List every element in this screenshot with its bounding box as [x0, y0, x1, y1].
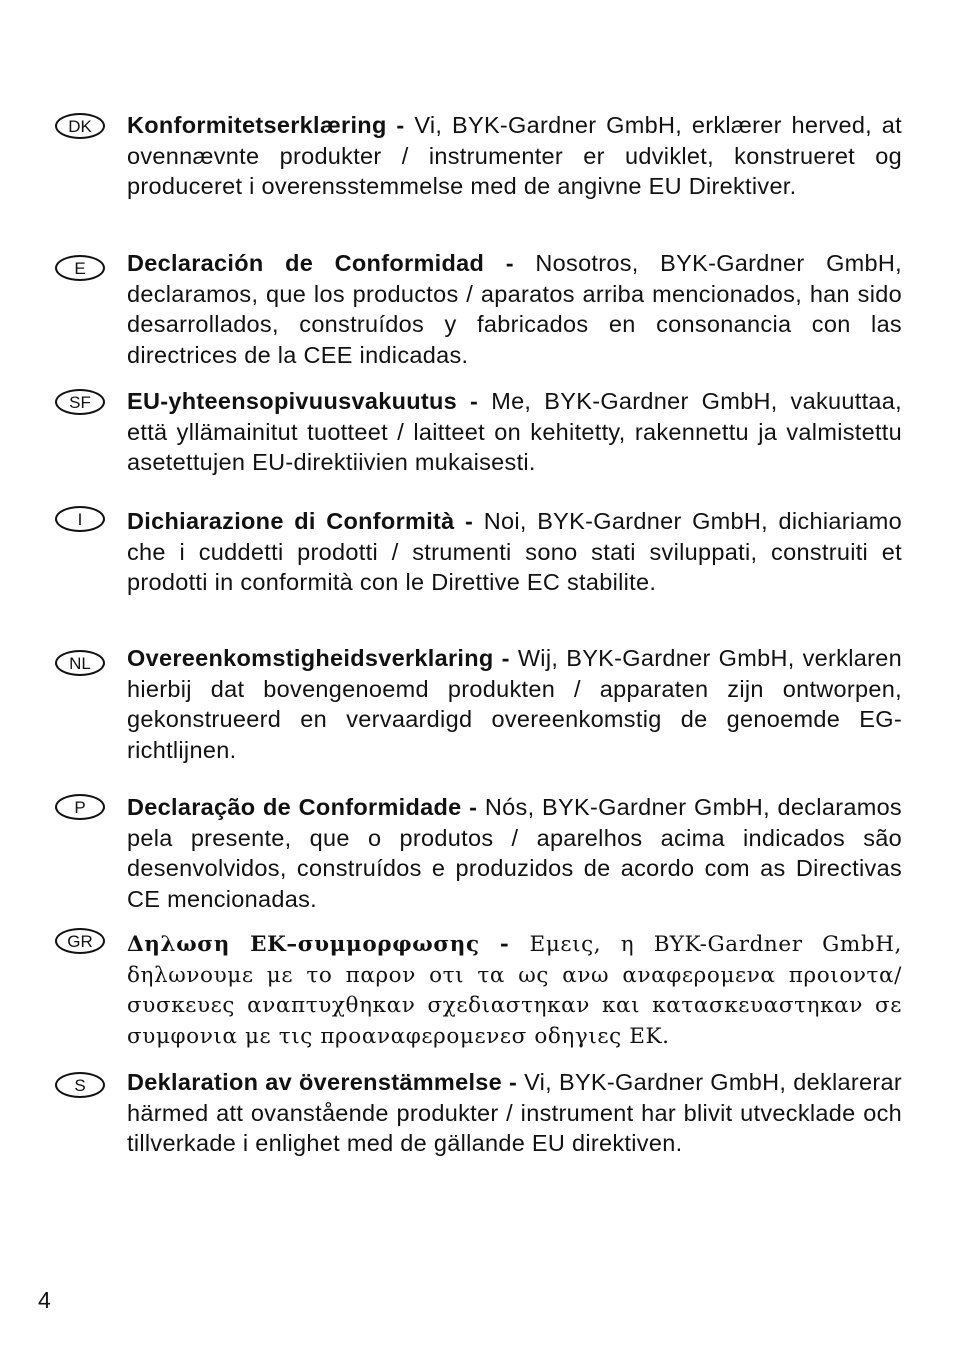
declaration-text-gr [127, 930, 902, 1052]
language-badge-p: P [55, 794, 105, 820]
language-badge-s: S [55, 1072, 105, 1098]
declaration-text-p [127, 792, 902, 914]
language-badge-gr: GR [55, 928, 105, 954]
declaration-text-i [127, 506, 902, 598]
declaration-body-dk: Vi, BYK-Gardner GmbH, erklærer herved, at ovennævnte produkter / instrumenter er udviklet, konstrueret og produceret i overensstemmelse med de angivne EU Direktiver. [127, 112, 902, 199]
declaration-body-nl: Wij, BYK-Gardner GmbH, verklaren hierbij dat bovengenoemd produkten / apparaten zijn ontworpen, gekonstrueerd en vervaardigd overeenkomstig de genoemde EG-richtlijnen. [127, 645, 902, 763]
page-number: 4 [38, 1287, 51, 1313]
declaration-separator-s: - [502, 1069, 525, 1095]
declaration-body-sf: Me, BYK-Gardner GmbH, vakuuttaa, että yllämainitut tuotteet / laitteet on kehitetty, rakennettu ja valmistettu asetettujen EU-direktiivien mukaisesti. [127, 388, 902, 475]
declaration-body-e: Nosotros, BYK-Gardner GmbH, declaramos, que los productos / aparatos arriba mencionados, han sido desarrollados, construídos y fabricados en consonancia con las directrices de la CEE indicadas. [127, 250, 902, 368]
declaration-separator-p: - [461, 794, 485, 820]
declaration-separator-sf: - [457, 388, 492, 414]
declaration-heading-i: Dichiarazione di Conformità [127, 508, 455, 534]
declaration-heading-nl: Overeenkomstigheidsverklaring [127, 645, 494, 671]
declaration-separator-dk: - [386, 112, 415, 138]
declaration-separator-i: - [454, 508, 484, 534]
declaration-heading-dk: Konformitetserklæring [127, 112, 387, 138]
language-badge-dk: DK [55, 113, 105, 139]
declaration-body-i: Noi, BYK-Gardner GmbH, dichiariamo che i cuddetti prodotti / strumenti sono stati sviluppati, construiti et prodotti in conformità con le Direttive EC stabilite. [127, 508, 902, 595]
declaration-body-p: Nós, BYK-Gardner GmbH, declaramos pela presente, que o produtos / aparelhos acima indicados são desenvolvidos, construídos e produzidos de acordo com as Directivas CE mencionadas. [127, 794, 902, 912]
language-badge-i: I [55, 506, 105, 532]
declaration-separator-e: - [484, 250, 536, 276]
declaration-text-sf [127, 386, 902, 478]
declaration-text-dk [127, 110, 902, 202]
declaration-heading-e: Declaración de Conformidad [127, 250, 485, 276]
declaration-heading-s: Deklaration av överenstämmelse [127, 1069, 503, 1095]
declaration-heading-p: Declaração de Conformidade [127, 794, 462, 820]
declaration-body-s: Vi, BYK-Gardner GmbH, deklarerar härmed att ovanstående produkter / instrument har blivit utvecklade och tillverkade i enlighet med de gällande EU direktiven. [127, 1069, 902, 1156]
declaration-body-gr: Εμεις, η BYK-Gardner GmbH, δηλωνουμε με το παρον οτι τα ως ανω αναφερομενα προιοντα/ συσκευες αναπτυχθηκαν σχεδιαστηκαν και κατασκευαστηκαν σε συμφονια με τις προαναφερομενεσ οδηγιες ΕΚ. [127, 932, 902, 1049]
language-badge-nl: NL [55, 650, 105, 676]
language-badge-sf: SF [55, 389, 105, 415]
declaration-separator-gr: - [479, 932, 530, 957]
declaration-heading-gr: Δηλωση ΕΚ–συμμορφωσης [127, 932, 480, 957]
declaration-text-e [127, 248, 902, 370]
declaration-separator-nl: - [493, 645, 518, 671]
declaration-text-nl [127, 643, 902, 765]
language-badge-e: E [55, 255, 105, 281]
declaration-text-s [127, 1067, 902, 1159]
declaration-heading-sf: EU-yhteensopivuusvakuutus [127, 388, 458, 414]
